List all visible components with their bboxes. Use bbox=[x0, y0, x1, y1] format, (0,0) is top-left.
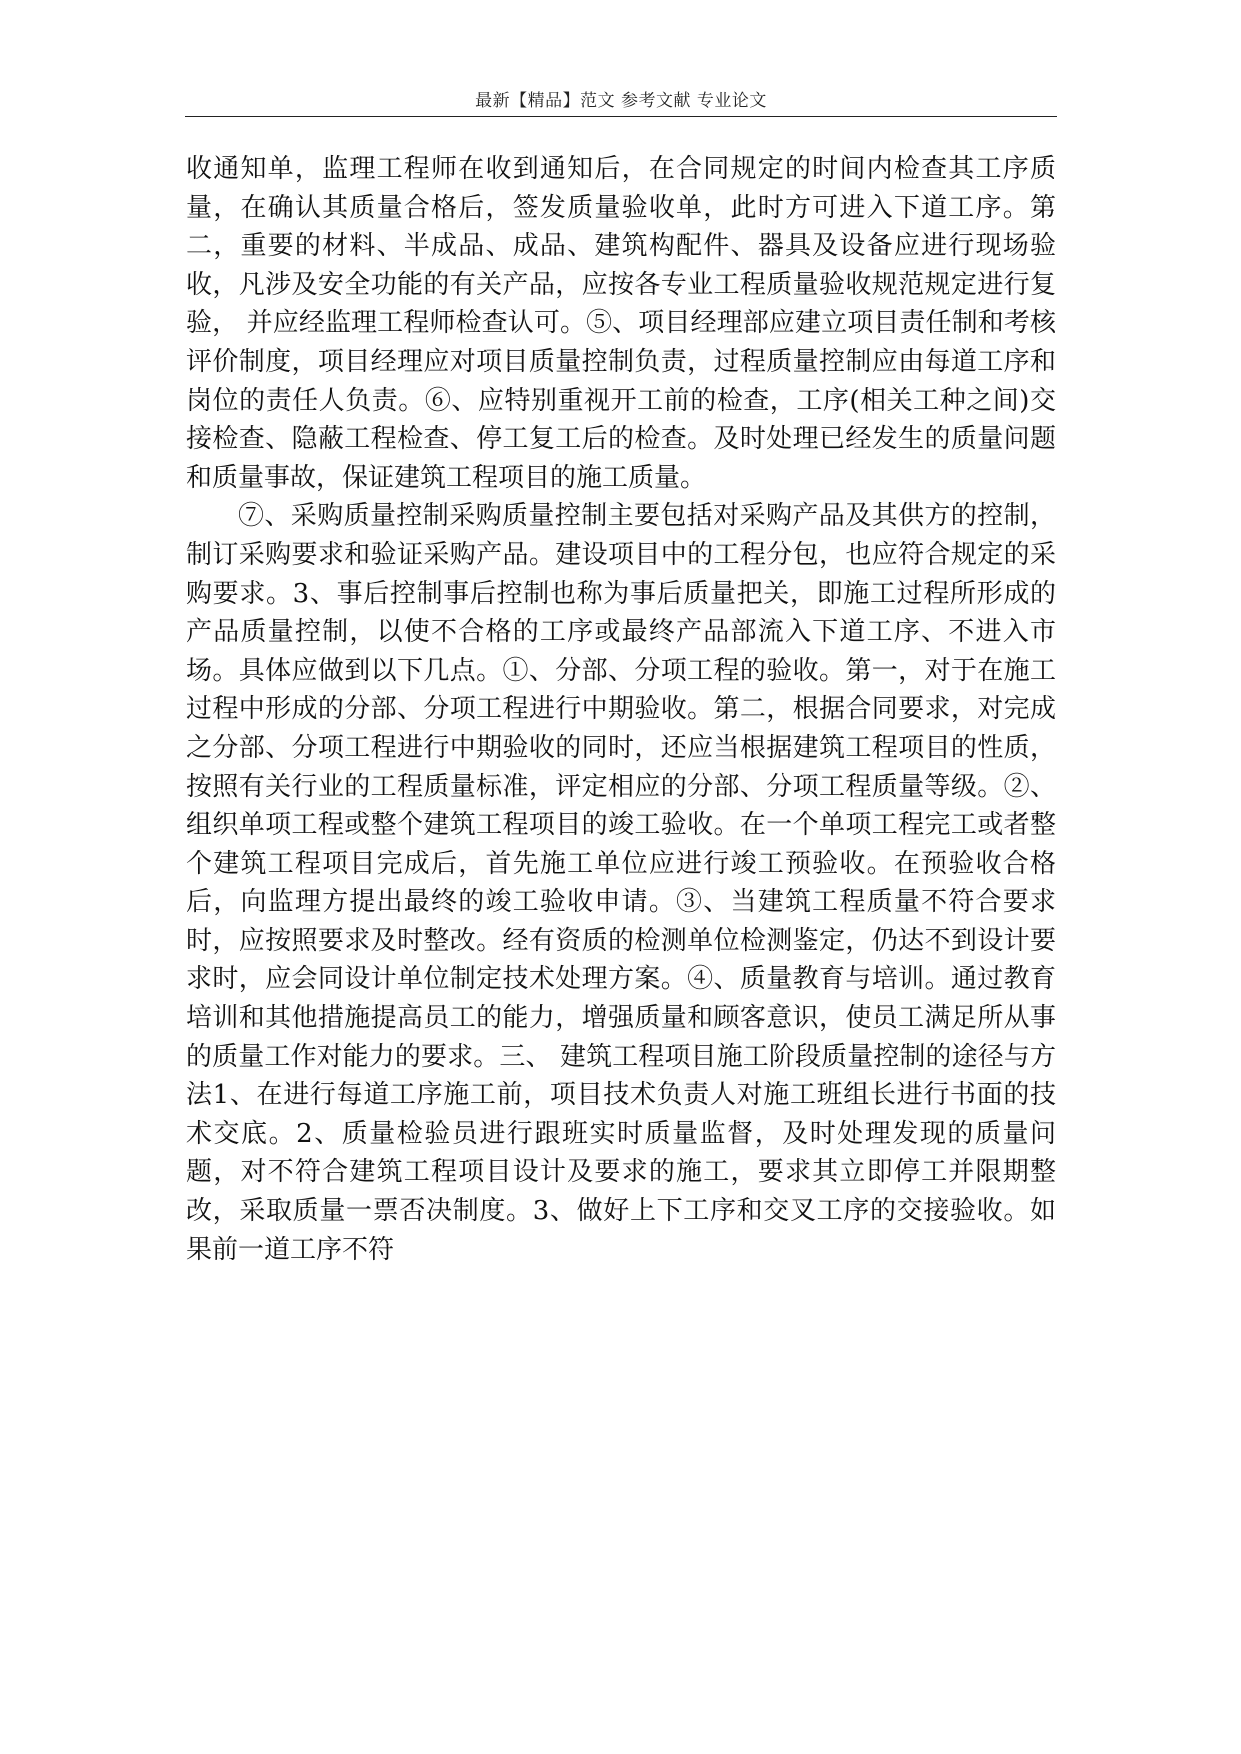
body-paragraph-1: 收通知单，监理工程师在收到通知后，在合同规定的时间内检查其工序质量，在确认其质量合格后，签发质量验收单，此时方可进入下道工序。第二，重要的材料、半成品、成品、建筑构配件、器具及设备应进行现场验收，凡涉及安全功能的有关产品，应按各专业工程质量验收规范规定进行复验， 并应经监理工程师检查认可。⑤、项目经理部应建立项目责任制和考核评价制度，项目经理应对项目质量控制负责，过程质量控制应由每道工序和岗位的责任人负责。⑥、应特别重视开工前的检查，工序(相关工种之间)交接检查、隐蔽工程检查、停工复工后的检查。及时处理已经发生的质量问题和质量事故，保证建筑工程项目的施工质量。 bbox=[186, 154, 1056, 493]
document-body bbox=[186, 150, 1056, 1269]
body-paragraph-2: ⑦、采购质量控制采购质量控制主要包括对采购产品及其供方的控制，制订采购要求和验证采购产品。建设项目中的工程分包，也应符合规定的采购要求。3、事后控制事后控制也称为事后质量把关，即施工过程所形成的产品质量控制，以使不合格的工序或最终产品部流入下道工序、不进入市场。具体应做到以下几点。①、分部、分项工程的验收。第一，对于在施工过程中形成的分部、分项工程进行中期验收。第二，根据合同要求，对完成之分部、分项工程进行中期验收的同时，还应当根据建筑工程项目的性质，按照有关行业的工程质量标准，评定相应的分部、分项工程质量等级。②、组织单项工程或整个建筑工程项目的竣工验收。在一个单项工程完工或者整个建筑工程项目完成后，首先施工单位应进行竣工预验收。在预验收合格后，向监理方提出最终的竣工验收申请。③、当建筑工程质量不符合要求时，应按照要求及时整改。经有资质的检测单位检测鉴定，仍达不到设计要求时，应会同设计单位制定技术处理方案。④、质量教育与培训。通过教育培训和其他措施提高员工的能力，增强质量和顾客意识，使员工满足所从事的质量工作对能力的要求。三、 建筑工程项目施工阶段质量控制的途径与方法1、在进行每道工序施工前，项目技术负责人对施工班组长进行书面的技术交底。2、质量检验员进行跟班实时质量监督，及时处理发现的质量问题，对不符合建筑工程项目设计及要求的施工，要求其立即停工并限期整改，采取质量一票否决制度。3、做好上下工序和交叉工序的交接验收。如果前一道工序不符 bbox=[186, 501, 1056, 1265]
header-divider bbox=[185, 116, 1057, 117]
page-header: 最新【精品】范文 参考文献 专业论文 bbox=[475, 91, 767, 111]
